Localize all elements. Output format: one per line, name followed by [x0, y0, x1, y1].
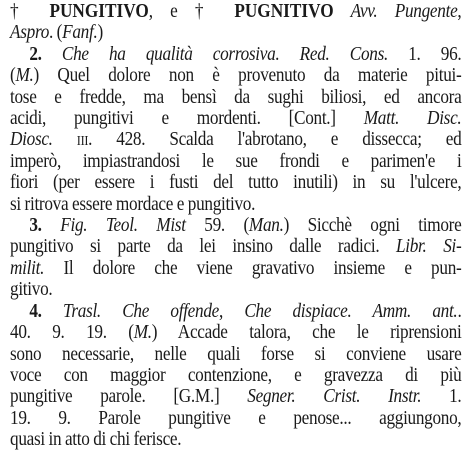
entry-text-run: . ( [49, 22, 63, 44]
entry-line [10, 129, 461, 150]
entry-line [10, 172, 461, 193]
entry-text-run: . 428. Scalda l'abrotano, e dissecca; ed [88, 129, 462, 151]
entry-text-run: pungitivo si parte da lei insino dalle radici. [10, 236, 396, 258]
entry-text-run: ) Quel dolore non è provenuto da materie pitui- [33, 65, 462, 87]
entry-text-run: 59. ( [185, 215, 249, 237]
entry-text-run: tose e fredde, ma bensì da sughi biliosi, ed ancora [10, 86, 462, 108]
entry-line [10, 215, 461, 236]
entry-line [10, 151, 461, 172]
entry-line [10, 322, 461, 343]
entry-text-run: Il dolore che viene gravativo insieme e pun- [44, 257, 462, 279]
entry-line [10, 279, 461, 300]
entry-text-run: Che ha qualità corrosiva. Red. Cons. [61, 43, 389, 65]
dictionary-entry [10, 1, 461, 451]
entry-text-run: Avv. Pungente [333, 1, 458, 22]
entry-text-run: Aspro [10, 22, 50, 44]
entry-text-run: 1. [421, 386, 462, 408]
entry-text-run: iii [76, 129, 89, 151]
entry-text-run: M. [133, 322, 152, 344]
entry-text-run: 40. 9. 19. ( [10, 322, 134, 344]
entry-text-run: Fig. Teol. Mist [60, 215, 186, 237]
headword: PUNGITIVO [49, 1, 149, 22]
entry-text-run: ) Sicchè ogni timore [283, 215, 462, 237]
entry-text-run: , [219, 300, 245, 322]
entry-text-run: ) Accade talora, che le riprensioni [151, 322, 462, 344]
entry-text-run: . [457, 300, 462, 322]
entry-text-run: Segner. Crist. Instr. [247, 386, 422, 408]
entry-text-run: milit. [10, 257, 45, 279]
entry-text-run: 19. 9. Parole pungitive e penose... aggiungono, [10, 407, 462, 429]
entry-line [10, 65, 461, 86]
entry-text-run: Trasl. Che offende [62, 300, 220, 322]
entry-text-run: pungitive parole. [G.M.] [10, 386, 248, 408]
entry-line [10, 194, 461, 215]
entry-text-run: acidi, pungitivi e mordenti. [Cont.] [10, 108, 364, 130]
entry-text-run: Che dispiace. Amm. ant. [244, 300, 458, 322]
entry-text-run: , [457, 1, 462, 22]
entry-text-run [53, 129, 77, 150]
entry-text-run: ( [10, 65, 16, 87]
entry-line [10, 365, 461, 386]
entry-text-run: Man. [248, 215, 284, 237]
headword: PUGNITIVO [234, 1, 334, 22]
entry-text-run: M. [15, 65, 34, 87]
entry-text-run: sono necessarie, nelle quali forse si conviene usare [10, 343, 462, 365]
entry-text-run: voce con maggior contenzione, e gravezza di più [10, 364, 462, 386]
entry-line [10, 258, 461, 279]
entry-text-run: Matt. Disc. [363, 108, 462, 130]
entry-line [10, 301, 461, 322]
entry-text-run: Diosc. [10, 129, 53, 151]
entry-line [10, 1, 461, 22]
entry-text-run: si ritrova essere mordace e pungitivo. [10, 193, 256, 215]
entry-line [10, 87, 461, 108]
entry-line [10, 429, 461, 450]
entry-line [10, 44, 461, 65]
entry-text-run: ) [97, 22, 103, 44]
entry-line [10, 408, 461, 429]
entry-text-run: gitivo. [10, 279, 53, 301]
entry-line [10, 386, 461, 407]
entry-text-run: 1. 96. [388, 43, 462, 65]
entry-text-run: fiori (per essere i fusti del tutto inutili) in su l'ulcere, [10, 172, 462, 194]
entry-line [10, 22, 461, 43]
entry-text-run: , e † [148, 1, 235, 22]
entry-text-run: 4. [29, 300, 63, 322]
entry-line [10, 344, 461, 365]
entry-text-run: Libr. Si- [395, 236, 462, 258]
entry-line [10, 236, 461, 257]
entry-text-run: † [10, 1, 50, 22]
entry-text-run: Fanf. [62, 22, 98, 44]
entry-text-run: quasi in atto di chi ferisce. [10, 429, 182, 451]
entry-line [10, 108, 461, 129]
entry-text-run: 3. [29, 215, 61, 237]
entry-text-run: imperò, impiastrandosi le sue frondi e parimen'e i [10, 150, 462, 172]
entry-text-run: 2. [29, 43, 62, 65]
